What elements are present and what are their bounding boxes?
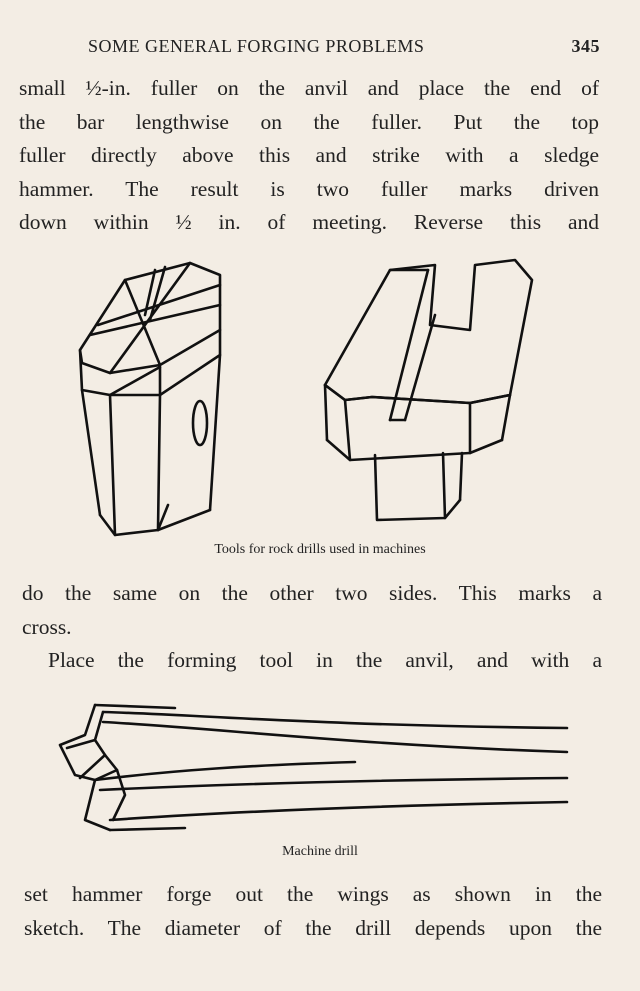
text-line: the bar lengthwise on the fuller. Put the top: [19, 109, 599, 134]
running-title: SOME GENERAL FORGING PROBLEMS: [88, 36, 425, 56]
figure-1-caption: Tools for rock drills used in machines: [214, 542, 426, 557]
paragraph-3: [48, 644, 602, 678]
cross-forming-tool-drawing: [80, 263, 220, 535]
machine-drill-illustration: [55, 700, 575, 840]
text-line: cross.: [22, 614, 72, 639]
text-line: hammer. The result is two fuller marks driven: [19, 176, 599, 201]
text-line: down within ½ in. of meeting. Reverse this and: [19, 210, 599, 234]
paragraph-4: [24, 878, 602, 945]
paragraph-1: [19, 72, 599, 240]
page-number: 345: [571, 36, 600, 56]
figure-2-caption: Machine drill: [282, 844, 358, 859]
text-line: Place the forming tool in the anvil, and with a: [48, 648, 602, 672]
text-line: small ½-in. fuller on the anvil and place the end of: [19, 76, 599, 100]
rock-drill-tools-illustration: [70, 255, 550, 545]
text-line: fuller directly above this and strike with a sledge: [19, 143, 599, 167]
paragraph-2: [22, 577, 602, 644]
text-line: set hammer forge out the wings as shown in the: [24, 882, 602, 906]
grooved-fuller-tool-drawing: [325, 260, 532, 520]
text-line: sketch. The diameter of the drill depends upon the: [24, 915, 602, 940]
text-line: do the same on the other two sides. This marks a: [22, 581, 602, 605]
